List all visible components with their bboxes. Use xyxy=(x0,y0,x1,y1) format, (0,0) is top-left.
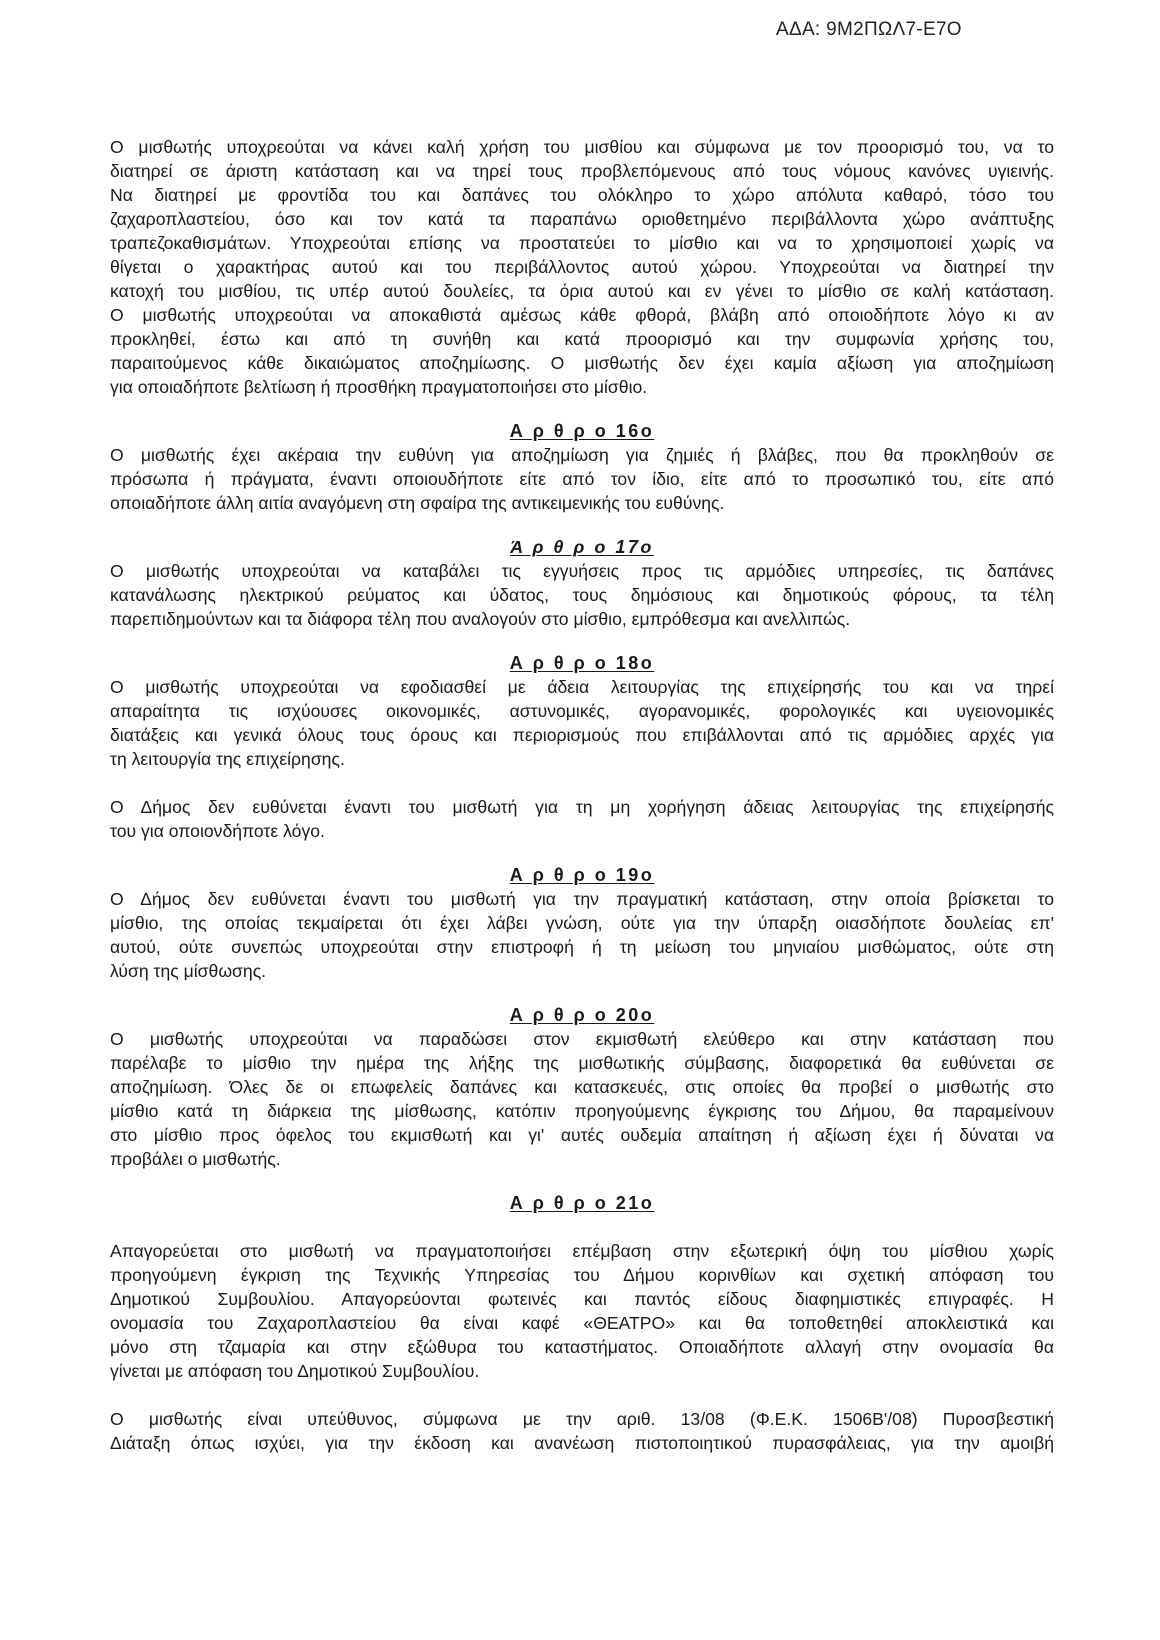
text-line: μίσθιο κατά τη διάρκεια της μίσθωσης, κατόπιν προηγούμενης έγκρισης του Δήμου, θα παραμείνουν xyxy=(110,1101,1054,1121)
article-20-heading: Α ρ θ ρ ο 20ο xyxy=(509,1005,655,1025)
text-line: γίνεται με απόφαση του Δημοτικού Συμβουλίου. xyxy=(110,1361,480,1381)
article-19-heading: Α ρ θ ρ ο 19ο xyxy=(509,865,655,885)
text-line: Να διατηρεί με φροντίδα του και δαπάνες του ολόκληρο το χώρο απόλυτα καθαρό, τόσο του xyxy=(110,185,1054,205)
text-line: Ο μισθωτής έχει ακέραια την ευθύνη για αποζημίωση για ζημιές ή βλάβες, που θα προκληθούν σε xyxy=(110,445,1054,465)
text-line: αυτού, ούτε συνεπώς υποχρεούται στην επιστροφή ή τη μείωση του μηνιαίου μισθώματος, ούτε στη xyxy=(110,937,1054,957)
text-line: Ο μισθωτής είναι υπεύθυνος, σύμφωνα με την αριθ. 13/08 (Φ.Ε.Κ. 1506Β'/08) Πυροσβεστική xyxy=(110,1409,1054,1429)
intro-paragraph xyxy=(110,135,1054,399)
text-line: Ο μισθωτής υποχρεούται να αποκαθιστά αμέσως κάθε φθορά, βλάβη από οποιοδήποτε λόγο κι αν xyxy=(110,305,1054,325)
text-line: του για οποιονδήποτε λόγο. xyxy=(110,821,325,841)
article-21-paragraph-1 xyxy=(110,1239,1054,1383)
text-line: προβάλει ο μισθωτής. xyxy=(110,1149,281,1169)
text-line: Ο μισθωτής υποχρεούται να κάνει καλή χρήση του μισθίου και σύμφωνα με τον προορισμό του, να το xyxy=(110,137,1054,157)
text-line: απαραίτητα τις ισχύουσες οικονομικές, αστυνομικές, αγορανομικές, φορολογικές και υγειονομικές xyxy=(110,701,1054,721)
article-16-heading: Α ρ θ ρ ο 16ο xyxy=(509,421,655,441)
text-line: Ο μισθωτής υποχρεούται να παραδώσει στον εκμισθωτή ελεύθερο και στην κατάσταση που xyxy=(110,1029,1054,1049)
text-line: λύση της μίσθωσης. xyxy=(110,961,267,981)
text-line: Ο Δήμος δεν ευθύνεται έναντι του μισθωτή για την πραγματική κατάσταση, στην οποία βρίσκεται το xyxy=(110,889,1054,909)
text-line: θίγεται ο χαρακτήρας αυτού και του περιβάλλοντος αυτού χώρου. Υποχρεούται να διατηρεί την xyxy=(110,257,1054,277)
article-17-heading: Ά ρ θ ρ ο 17ο xyxy=(510,537,654,557)
document-ada-code: ΑΔΑ: 9Μ2ΠΩΛ7-Ε7Ο xyxy=(776,19,962,40)
text-line: ζαχαροπλαστείου, όσο και τον κατά τα παραπάνω οριοθετημένο περιβάλλοντα χώρο ανάπτυξης xyxy=(110,209,1054,229)
text-line: παρεπιδημούντων και τα διάφορα τέλη που αναλογούν στο μίσθιο, εμπρόθεσμα και ανελλιπώς. xyxy=(110,609,851,629)
text-line: στο μίσθιο προς όφελος του εκμισθωτή και γι' αυτές ουδεμία απαίτηση ή αξίωση έχει ή δύναται να xyxy=(110,1125,1054,1145)
article-18-paragraph-1 xyxy=(110,675,1054,771)
text-line: κατοχή του μισθίου, τις υπέρ αυτού δουλείες, τα όρια αυτού και εν γένει το μίσθιο σε καλή κατάσταση. xyxy=(110,281,1054,301)
text-line: Απαγορεύεται στο μισθωτή να πραγματοποιήσει επέμβαση στην εξωτερική όψη του μίσθιου χωρίς xyxy=(110,1241,1054,1261)
article-16-paragraph xyxy=(110,443,1054,515)
text-line: Διάταξη όπως ισχύει, για την έκδοση και ανανέωση πιστοποιητικού πυρασφάλειας, για την αμοιβή xyxy=(110,1433,1054,1453)
text-line: διατηρεί σε άριστη κατάσταση και να τηρεί τους προβλεπόμενους από τους νόμους κανόνες υγιεινής. xyxy=(110,161,1054,181)
text-line: Ο Δήμος δεν ευθύνεται έναντι του μισθωτή για τη μη χορήγηση άδειας λειτουργίας της επιχείρησής xyxy=(110,797,1054,817)
text-line: μόνο στη τζαμαρία και στην εξώθυρα του καταστήματος. Οποιαδήποτε αλλαγή στην ονομασία θα xyxy=(110,1337,1054,1357)
text-line: Δημοτικού Συμβουλίου. Απαγορεύονται φωτεινές και παντός είδους διαφημιστικές επιγραφές. Η xyxy=(110,1289,1054,1309)
text-line: τη λειτουργία της επιχείρησης. xyxy=(110,749,345,769)
text-line: αποζημίωση. Όλες δε οι επωφελείς δαπάνες και κατασκευές, στις οποίες θα προβεί ο μισθωτής στο xyxy=(110,1077,1054,1097)
text-line: πρόσωπα ή πράγματα, έναντι οποιουδήποτε είτε από τον ίδιο, είτε από το προσωπικό του, είτε από xyxy=(110,469,1054,489)
article-18-heading: Α ρ θ ρ ο 18ο xyxy=(509,653,655,673)
text-line: Ο μισθωτής υποχρεούται να εφοδιασθεί με άδεια λειτουργίας της επιχείρησής του και να τηρεί xyxy=(110,677,1054,697)
text-line: για οποιαδήποτε βελτίωση ή προσθήκη πραγματοποιήσει στο μίσθιο. xyxy=(110,377,648,397)
text-line: ονομασία του Ζαχαροπλαστείου θα είναι καφέ «ΘΕΑΤΡΟ» και θα τοποθετηθεί αποκλειστικά και xyxy=(110,1313,1054,1333)
text-line: κατανάλωσης ηλεκτρικού ρεύματος και ύδατος, τους δημόσιους και δημοτικούς φόρους, τα τέλη xyxy=(110,585,1054,605)
text-line: οποιαδήποτε άλλη αιτία αναγόμενη στη σφαίρα της αντικειμενικής του ευθύνης. xyxy=(110,493,725,513)
text-line: παρέλαβε το μίσθιο την ημέρα της λήξης της μισθωτικής σύμβασης, διαφορετικά θα ευθύνεται σε xyxy=(110,1053,1054,1073)
article-18-paragraph-2 xyxy=(110,795,1054,843)
article-19-paragraph xyxy=(110,887,1054,983)
document-body xyxy=(110,135,1054,1455)
text-line: Ο μισθωτής υποχρεούται να καταβάλει τις εγγυήσεις προς τις αρμόδιες υπηρεσίες, τις δαπάνες xyxy=(110,561,1054,581)
text-line: μίσθιο, της οποίας τεκμαίρεται ότι έχει λάβει γνώση, ούτε για την ύπαρξη οιασδήποτε δουλείας επ' xyxy=(110,913,1054,933)
article-17-paragraph xyxy=(110,559,1054,631)
article-21-paragraph-2 xyxy=(110,1407,1054,1455)
text-line: τραπεζοκαθισμάτων. Υποχρεούται επίσης να προστατεύει το μίσθιο και να το χρησιμοποιεί χωρίς να xyxy=(110,233,1054,253)
text-line: προηγούμενη έγκριση της Τεχνικής Υπηρεσίας του Δήμου κορινθίων και σχετική απόφαση του xyxy=(110,1265,1054,1285)
article-21-heading: Α ρ θ ρ ο 21ο xyxy=(509,1193,655,1213)
text-line: προκληθεί, έστω και από τη συνήθη και κατά προορισμό και την συμφωνία χρήσης του, xyxy=(110,329,1054,349)
article-20-paragraph xyxy=(110,1027,1054,1171)
text-line: διατάξεις και γενικά όλους τους όρους και περιορισμούς που επιβάλλονται από τις αρμόδιες αρχές για xyxy=(110,725,1054,745)
text-line: παραιτούμενος κάθε δικαιώματος αποζημίωσης. Ο μισθωτής δεν έχει καμία αξίωση για αποζημίωση xyxy=(110,353,1054,373)
